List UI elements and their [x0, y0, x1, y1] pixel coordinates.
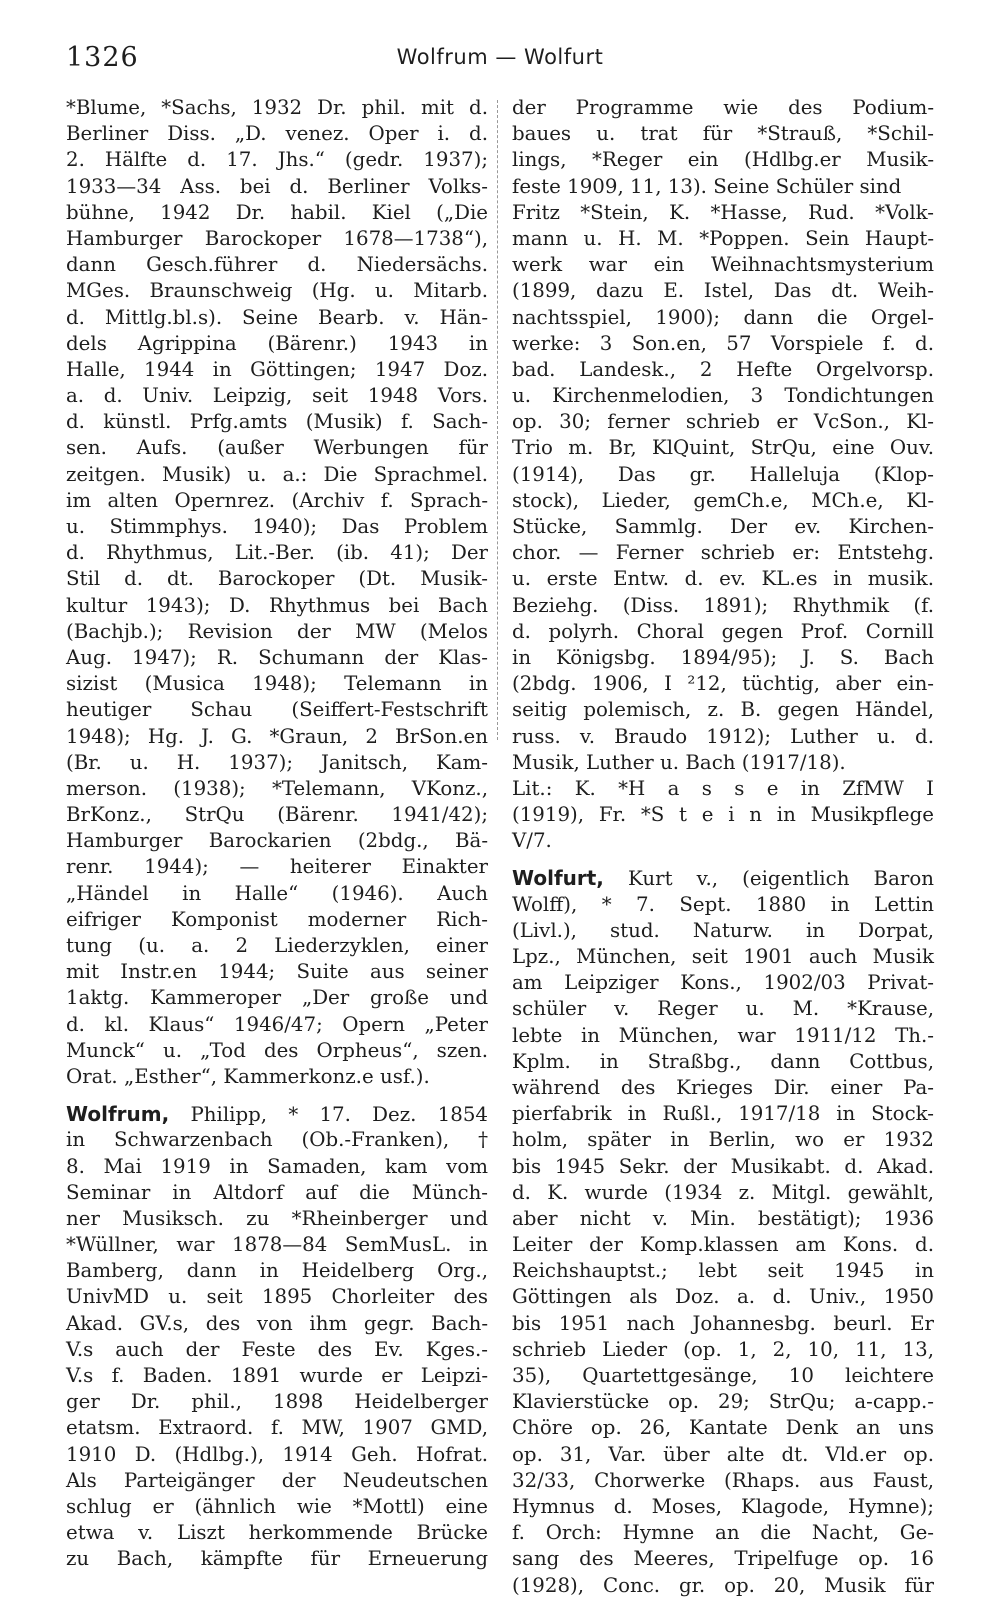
- text-line: MGes. Braunschweig (Hg. u. Mitarb.: [66, 279, 488, 303]
- text-line: dels Agrippina (Bärenr.) 1943 in: [66, 331, 488, 355]
- entry-first-line: Wolfurt, Kurt v., (eigentlich Baron: [512, 866, 934, 891]
- text-line: u. Stimmphys. 1940); Das Problem: [66, 515, 488, 538]
- text-line: 32/33, Chorwerke (Rhaps. aus Faust,: [512, 1468, 934, 1492]
- text-line: u. Kirchenmelodien, 3 Tondichtungen: [512, 384, 934, 408]
- entry-first-line: Wolfrum, Philipp, * 17. Dez. 1854: [66, 1102, 488, 1127]
- text-line: renr. 1944); — heiterer Einakter: [66, 855, 488, 879]
- text-line: pierfabrik in Rußl., 1917/18 in Stock-: [512, 1102, 934, 1126]
- text-line: Reichshauptst.; lebt seit 1945 in: [512, 1259, 934, 1283]
- text-line: 8. Mai 1919 in Samaden, kam vom: [66, 1154, 488, 1178]
- entry-wolfurt: [512, 865, 934, 1598]
- text-line: *Blume, *Sachs, 1932 Dr. phil. mit d.: [66, 96, 488, 119]
- text-line: Wolff), * 7. Sept. 1880 in Lettin: [512, 892, 934, 916]
- text-line: Lit.: K. *H a s s e in ZfMW I: [512, 776, 934, 800]
- text-line: 1948); Hg. J. G. *Graun, 2 BrSon.en: [66, 724, 488, 748]
- text-line: d. Rhythmus, Lit.-Ber. (ib. 41); Der: [66, 541, 488, 565]
- text-line: 35), Quartettgesänge, 10 leichtere: [512, 1364, 934, 1387]
- text-line: Orat. „Esther“, Kammerkonz.e usf.).: [66, 1064, 430, 1088]
- text-line: 1aktg. Kammeroper „Der große und: [66, 986, 488, 1010]
- text-line: Fritz *Stein, K. *Hasse, Rud. *Volk-: [512, 200, 934, 224]
- text-line: heutiger Schau (Seiffert-Festschrift: [66, 698, 488, 722]
- text-line: *Wüllner, war 1878—84 SemMusL. in: [66, 1233, 488, 1257]
- text-line: (Livl.), stud. Naturw. in Dorpat,: [512, 918, 934, 942]
- text-line: holm, später in Berlin, wo er 1932: [512, 1128, 934, 1152]
- text-line: bad. Landesk., 2 Hefte Orgelvorsp.: [512, 357, 934, 381]
- text-line: während des Krieges Dir. einer Pa-: [512, 1075, 934, 1099]
- text-line: 1933—34 Ass. bei d. Berliner Volks-: [66, 174, 488, 198]
- running-head: Wolfrum — Wolfurt: [396, 45, 604, 69]
- text-line: der Programme wie des Podium-: [512, 96, 934, 119]
- text-line: aber nicht v. Min. bestätigt); 1936: [512, 1206, 934, 1230]
- text-line: Seminar in Altdorf auf die Münch-: [66, 1180, 488, 1204]
- text-line: d. Mittlg.bl.s). Seine Bearb. v. Hän-: [66, 305, 488, 329]
- text-line: sang des Meeres, Tripelfuge op. 16: [512, 1547, 934, 1571]
- text-line: etwa v. Liszt herkommende Brücke: [66, 1521, 488, 1545]
- left-column: [66, 95, 488, 1573]
- text-line: Bamberg, dann in Heidelberg Org.,: [66, 1259, 488, 1283]
- text-line: Akad. GV.s, des von ihm gegr. Bach-: [66, 1311, 488, 1335]
- text-line: Hamburger Barockarien (2bdg., Bä-: [66, 829, 488, 853]
- text-line: tung (u. a. 2 Liederzyklen, einer: [66, 934, 488, 957]
- text-line: (1919), Fr. *S t e i n in Musikpflege: [512, 803, 934, 827]
- text-line: Chöre op. 26, Kantate Denk an uns: [512, 1416, 934, 1440]
- text-line: baues u. trat für *Strauß, *Schil-: [512, 122, 934, 146]
- text-line: ner Musiksch. zu *Rheinberger und: [66, 1206, 488, 1230]
- text-line: zu Bach, kämpfte für Erneuerung: [66, 1547, 488, 1571]
- headword-wolfurt: Wolfurt,: [512, 866, 604, 891]
- text-line: mann u. H. M. *Poppen. Sein Haupt-: [512, 226, 934, 250]
- text-line: stock), Lieder, gemCh.e, MCh.e, Kl-: [512, 488, 934, 512]
- entry-continuation: [66, 95, 488, 1090]
- text-line: am Leipziger Kons., 1902/03 Privat-: [512, 971, 934, 995]
- text-line: mit Instr.en 1944; Suite aus seiner: [66, 960, 488, 984]
- text-line: schlug er (ähnlich wie *Mottl) eine: [66, 1494, 488, 1518]
- text-line: d. K. wurde (1934 z. Mitgl. gewählt,: [512, 1180, 934, 1204]
- text-line: schüler v. Reger u. M. *Krause,: [512, 997, 934, 1021]
- text-line: (1914), Das gr. Halleluja (Klop-: [512, 462, 934, 486]
- text-line: V.s f. Baden. 1891 wurde er Leipzi-: [66, 1364, 488, 1387]
- text-line: f. Orch: Hymne an die Nacht, Ge-: [512, 1521, 934, 1545]
- text-line: kultur 1943); D. Rhythmus bei Bach: [66, 593, 488, 617]
- text-line: V/7.: [512, 829, 552, 853]
- page-number: 1326: [66, 42, 139, 73]
- text-line: Halle, 1944 in Göttingen; 1947 Doz.: [66, 357, 488, 381]
- text-line: in Schwarzenbach (Ob.-Franken), †: [66, 1128, 488, 1152]
- text-line: seitig polemisch, z. B. gegen Händel,: [512, 698, 934, 722]
- text-line: (Br. u. H. 1937); Janitsch, Kam-: [66, 750, 488, 774]
- text-line: sizist (Musica 1948); Telemann in: [66, 672, 488, 696]
- text-line: Hamburger Barockoper 1678—1738“),: [66, 226, 488, 250]
- text-line: ger Dr. phil., 1898 Heidelberger: [66, 1390, 488, 1414]
- text-line: d. kl. Klaus“ 1946/47; Opern „Peter: [66, 1012, 488, 1036]
- text-line: 2. Hälfte d. 17. Jhs.“ (gedr. 1937);: [66, 148, 488, 172]
- text-line: op. 31, Var. über alte dt. Vld.er op.: [512, 1442, 934, 1466]
- text-line: sen. Aufs. (außer Werbungen für: [66, 436, 488, 460]
- text-line: Hymnus d. Moses, Klagode, Hymne);: [512, 1494, 934, 1518]
- text-line: (2bdg. 1906, I ²12, tüchtig, aber ein-: [512, 672, 934, 696]
- text-line: lings, *Reger ein (Hdlbg.er Musik-: [512, 148, 934, 172]
- text-line: Als Parteigänger der Neudeutschen: [66, 1468, 488, 1492]
- text-line: UnivMD u. seit 1895 Chorleiter des: [66, 1285, 488, 1309]
- text-line: werk war ein Weihnachtsmysterium: [512, 253, 934, 277]
- text-line: Kplm. in Straßbg., dann Cottbus,: [512, 1049, 934, 1073]
- text-line: in Königsbg. 1894/95); J. S. Bach: [512, 645, 934, 669]
- text-line: Göttingen als Doz. a. d. Univ., 1950: [512, 1285, 934, 1309]
- text-line: Stil d. dt. Barockoper (Dt. Musik-: [66, 567, 488, 591]
- right-column: [512, 95, 934, 1599]
- text-line: bis 1945 Sekr. der Musikabt. d. Akad.: [512, 1154, 934, 1178]
- text-line: chor. — Ferner schrieb er: Entstehg.: [512, 541, 934, 565]
- text-line: etatsm. Extraord. f. MW, 1907 GMD,: [66, 1416, 488, 1440]
- entry-wolfrum: [66, 1101, 488, 1572]
- text-line: merson. (1938); *Telemann, VKonz.,: [66, 776, 488, 800]
- text-line: (Bachjb.); Revision der MW (Melos: [66, 619, 488, 643]
- text-line: (1899, dazu E. Istel, Das dt. Weih-: [512, 279, 934, 303]
- text-line: Lpz., München, seit 1901 auch Musik: [512, 945, 934, 968]
- text-line: Klavierstücke op. 29; StrQu; a-capp.-: [512, 1390, 934, 1414]
- text-line: Leiter der Komp.klassen am Kons. d.: [512, 1233, 934, 1257]
- text-line: schrieb Lieder (op. 1, 2, 10, 11, 13,: [512, 1337, 934, 1361]
- text-line: Trio m. Br, KlQuint, StrQu, eine Ouv.: [512, 436, 934, 460]
- text-line: op. 30; ferner schrieb er VcSon., Kl-: [512, 410, 934, 434]
- text-line: BrKonz., StrQu (Bärenr. 1941/42);: [66, 803, 488, 827]
- entry-wolfrum-continuation: [512, 95, 934, 854]
- text-line: u. erste Entw. d. ev. KL.es in musik.: [512, 567, 934, 591]
- headword-wolfrum: Wolfrum,: [66, 1102, 170, 1127]
- text-line: bühne, 1942 Dr. habil. Kiel („Die: [66, 200, 488, 224]
- text-line: bis 1951 nach Johannesbg. beurl. Er: [512, 1311, 934, 1335]
- text-line: Musik, Luther u. Bach (1917/18).: [512, 750, 846, 774]
- text-line: 1910 D. (Hdlbg.), 1914 Geh. Hofrat.: [66, 1442, 488, 1466]
- text-line: zeitgen. Musik) u. a.: Die Sprachmel.: [66, 462, 488, 486]
- text-line: im alten Opernrez. (Archiv f. Sprach-: [66, 488, 488, 512]
- text-line: nachtsspiel, 1900); dann die Orgel-: [512, 305, 934, 329]
- text-line: d. polyrh. Choral gegen Prof. Cornill: [512, 619, 934, 643]
- text-line: V.s auch der Feste des Ev. Kges.-: [66, 1337, 488, 1361]
- text-line: „Händel in Halle“ (1946). Auch: [66, 881, 488, 905]
- text-line: Munck“ u. „Tod des Orpheus“, szen.: [66, 1038, 488, 1062]
- text-line: a. d. Univ. Leipzig, seit 1948 Vors.: [66, 384, 488, 408]
- text-line: Berliner Diss. „D. venez. Oper i. d.: [66, 122, 488, 146]
- text-line: Beziehg. (Diss. 1891); Rhythmik (f.: [512, 593, 934, 617]
- text-line: Stücke, Sammlg. Der ev. Kirchen-: [512, 515, 934, 538]
- text-line: eifriger Komponist moderner Rich-: [66, 907, 488, 931]
- text-line: d. künstl. Prfg.amts (Musik) f. Sach-: [66, 410, 488, 434]
- text-line: feste 1909, 11, 13). Seine Schüler sind: [512, 174, 902, 198]
- text-line: russ. v. Braudo 1912); Luther u. d.: [512, 724, 934, 748]
- text-line: Aug. 1947); R. Schumann der Klas-: [66, 645, 488, 669]
- text-line: werke: 3 Son.en, 57 Vorspiele f. d.: [512, 331, 934, 355]
- text-line: dann Gesch.führer d. Niedersächs.: [66, 253, 488, 277]
- text-line: (1928), Conc. gr. op. 20, Musik für: [512, 1573, 934, 1597]
- column-divider: [497, 100, 498, 740]
- text-line: lebte in München, war 1911/12 Th.-: [512, 1023, 934, 1047]
